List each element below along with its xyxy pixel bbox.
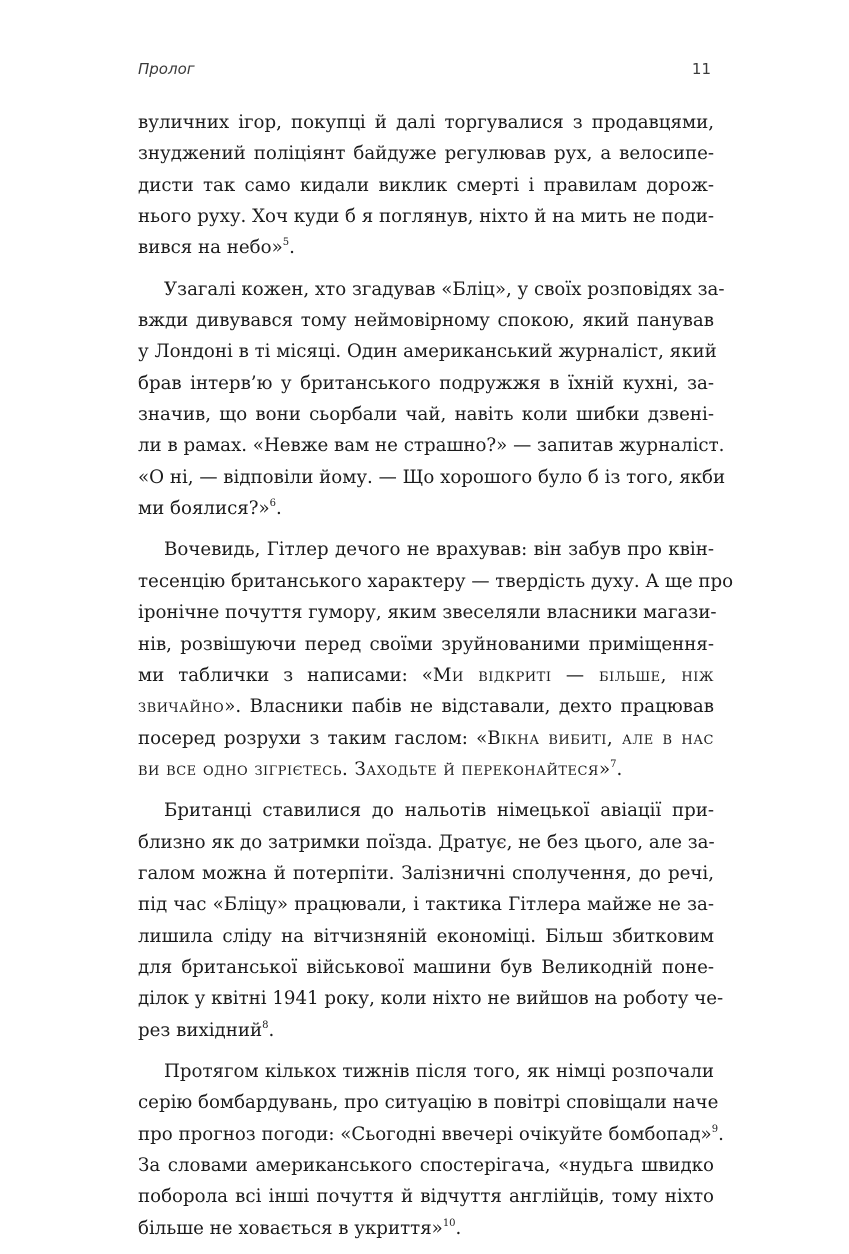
text-line: вжди дивувався тому неймовірному спокою, який панував — [138, 310, 714, 332]
text-line: дисти так само кидали виклик смерті і правилам дорож- — [138, 174, 714, 196]
text-line: про прогноз погоди: «Сьогодні ввечері очікуйте бомбопад»$^9$. — [138, 1123, 724, 1145]
text-line: у Лондоні в ті місяці. Один американський журналіст, який — [138, 341, 717, 363]
pub-sign: ви все одно зігрієтесь. Заходьте й переконайтеся — [138, 758, 599, 780]
footnote-ref[interactable]: 5 — [282, 237, 290, 249]
text-line: ви все одно зігрієтесь. Заходьте й переконайтеся»$^7$. — [138, 758, 623, 780]
text-line: ми боялися?»$^6$. — [138, 498, 282, 520]
paragraph-1 — [138, 107, 714, 264]
text-line: лишила сліду на вітчизняній економіці. Більш збитковим — [138, 925, 714, 947]
text-line: ли в рамах. «Невже вам не страшно?» — запитав журналіст. — [138, 435, 725, 457]
footnote-ref[interactable]: 8 — [262, 1019, 269, 1031]
text-line: для британської військової машини був Великодній поне- — [138, 956, 714, 978]
text-line: знуджений поліціянт байдуже регулював рух, а велосипе- — [138, 143, 714, 165]
text-line: поборола всі інші почуття й відчуття англійців, тому ніхто — [138, 1186, 714, 1208]
running-head — [138, 60, 711, 84]
text-line: «О ні, — відповіли йому. — Що хорошого було б із того, якби — [138, 466, 726, 488]
text-line: брав інтерв’ю у британського подружжя в їхній кухні, за- — [138, 372, 714, 394]
shop-sign: звичайно — [138, 696, 225, 718]
pub-sign: Вікна вибиті, але в нас — [487, 727, 714, 749]
text-line: більше не ховається в укриття»$^{10}$. — [138, 1217, 462, 1239]
text-line: тесенцію британського характеру — твердість духу. А ще про — [138, 570, 734, 592]
shop-sign: Ми відкриті — більше, ніж — [432, 664, 714, 686]
text-line: ділок у квітні 1941 року, коли ніхто не вийшов на роботу че- — [138, 988, 724, 1010]
text-line: значив, що вони сьорбали чай, навіть коли шибки дзвені- — [138, 404, 714, 426]
text-line: За словами американського спостерігача, «нудьга швидко — [138, 1155, 714, 1176]
text-line: Вочевидь, Гітлер дечого не врахував: він забув про квін- — [164, 539, 714, 561]
text-line: Узагалі кожен, хто згадував «Бліц», у своїх розповідях за- — [164, 278, 725, 300]
paragraph-3 — [138, 534, 734, 785]
text-line: серію бомбардувань, про ситуацію в повітрі сповіщали наче — [138, 1092, 719, 1114]
footnote-ref[interactable]: 9 — [711, 1123, 719, 1135]
footnote-ref[interactable]: 7 — [610, 758, 617, 770]
text-line: ми таблички з написами: «Ми відкриті — більше, ніж — [138, 664, 714, 686]
text-line: нів, розвішуючи перед своїми зруйнованими приміщення- — [138, 633, 714, 655]
text-line: рез вихідний$^8$. — [138, 1019, 275, 1041]
text-line: галом можна й потерпіти. Залізничні сполучення, до речі, — [138, 862, 714, 884]
text-line: під час «Бліцу» працювали, і тактика Гітлера майже не за- — [138, 894, 714, 916]
text-line: вився на небо»$^5$. — [138, 237, 295, 259]
page-number: 11 — [691, 60, 711, 78]
text-line: близно як до затримки поїзда. Дратує, не без цього, але за- — [138, 831, 715, 853]
body-text — [138, 107, 734, 1254]
text-line: Протягом кількох тижнів після того, як німці розпочали — [164, 1060, 714, 1082]
text-line: звичайно». Власники пабів не відставали, дехто працював — [138, 696, 714, 718]
footnote-ref[interactable]: 6 — [269, 498, 277, 510]
paragraph-5 — [138, 1056, 724, 1244]
footnote-ref[interactable]: 10 — [442, 1217, 456, 1229]
text-line: Британці ставилися до нальотів німецької авіації при- — [164, 800, 714, 822]
paragraph-4 — [138, 795, 724, 1046]
text-line: іронічне почуття гумору, яким звеселяли власники магази- — [138, 602, 717, 624]
paragraph-2 — [138, 274, 726, 525]
text-line: посеред розрухи з таким гаслом: «Вікна вибиті, але в нас — [138, 727, 714, 749]
text-line: вуличних ігор, покупці й далі торгувалися з продавцями, — [138, 112, 714, 133]
chapter-title: Пролог — [138, 60, 195, 78]
text-line: нього руху. Хоч куди б я поглянув, ніхто й на мить не поди- — [138, 206, 715, 228]
